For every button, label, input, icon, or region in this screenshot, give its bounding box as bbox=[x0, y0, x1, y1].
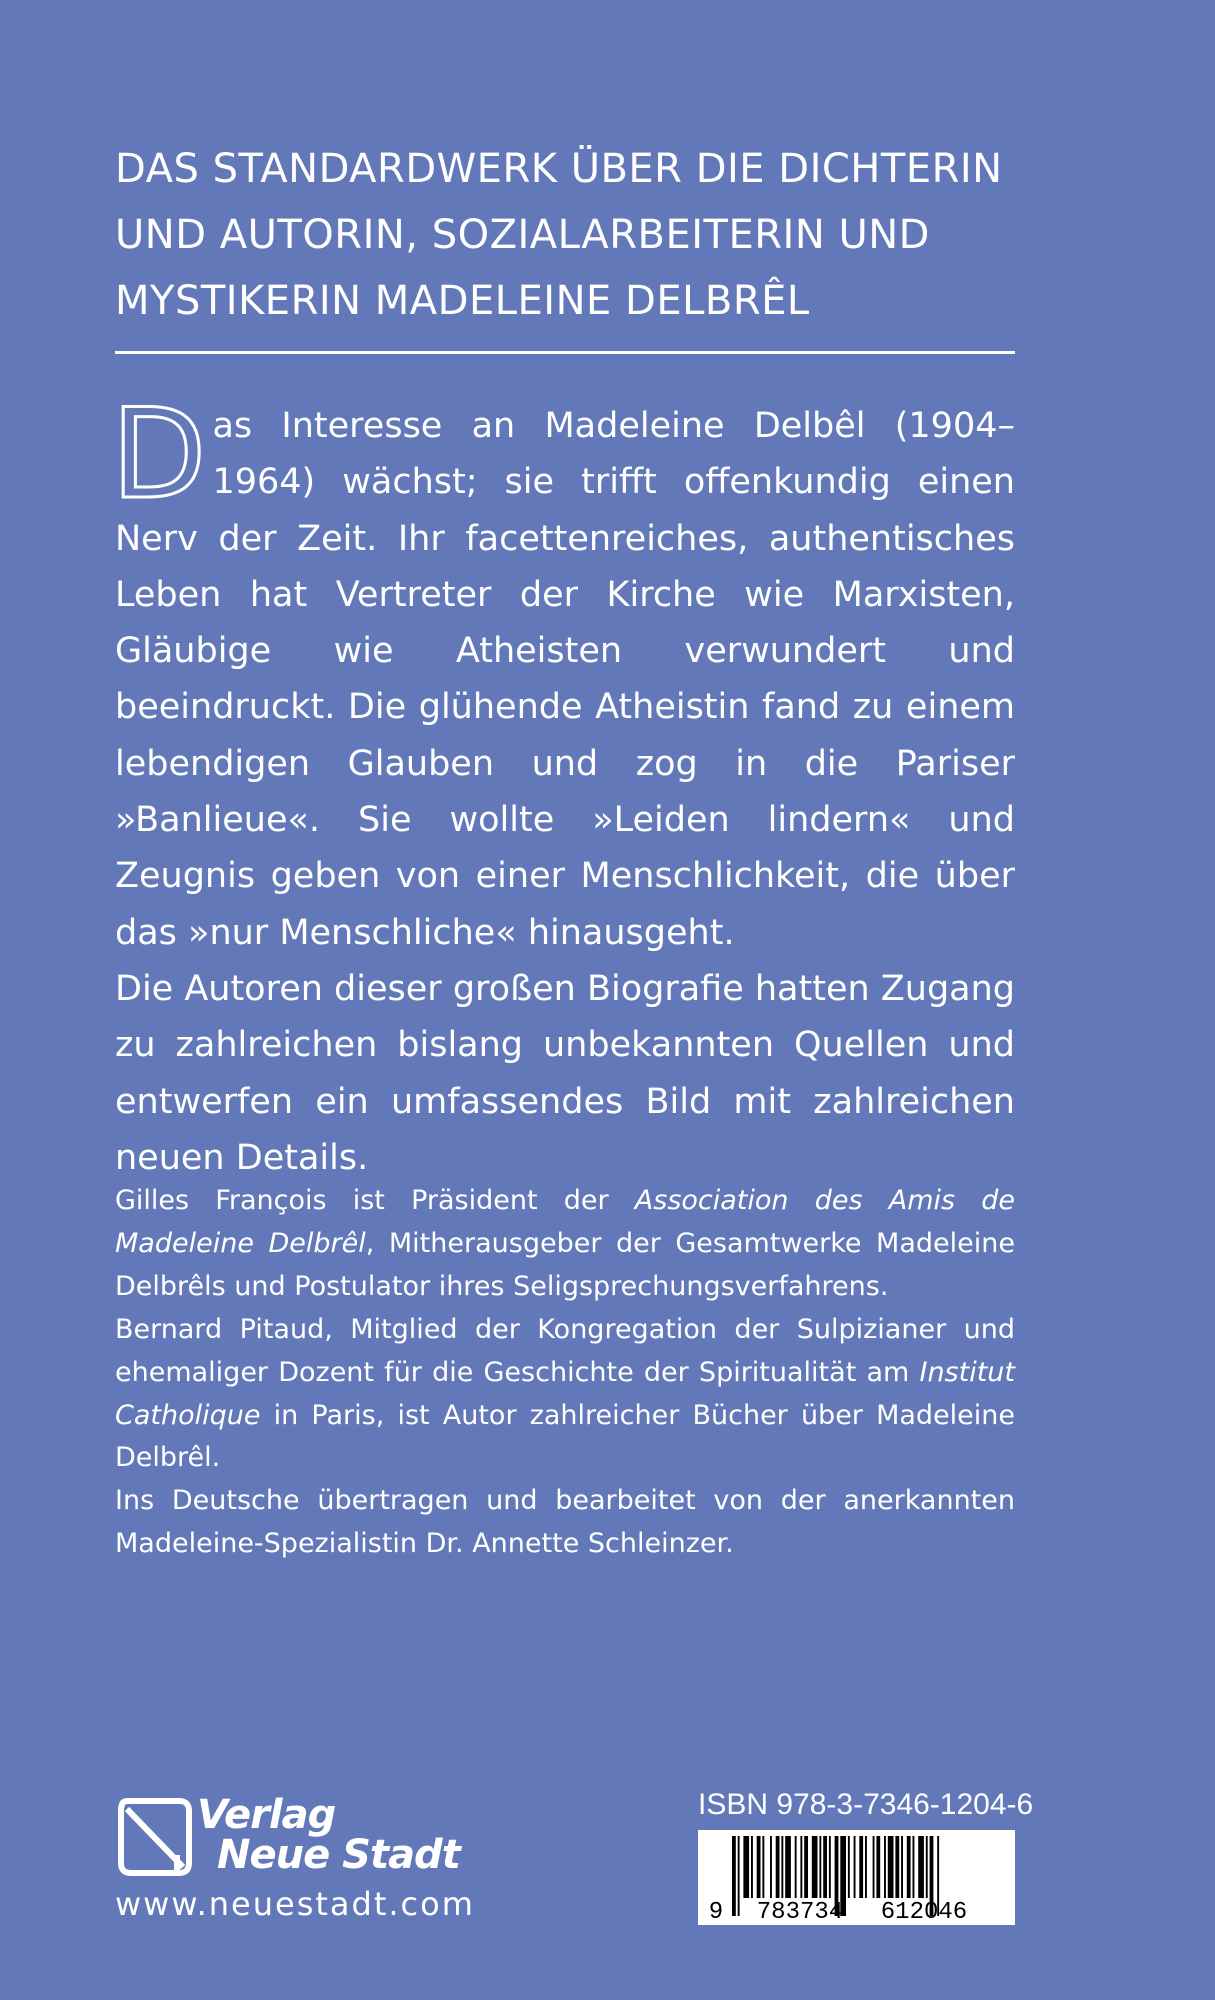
headline-line-1: DAS STANDARDWERK ÜBER DIE DICHTERIN bbox=[115, 146, 1003, 192]
bio-paragraph-francois bbox=[115, 1180, 1015, 1309]
headline bbox=[115, 136, 1015, 334]
barcode-bar bbox=[895, 1836, 899, 1898]
barcode-bar bbox=[823, 1836, 827, 1898]
bio-francois-text-b: , Mitherausgeber der Gesamtwerke Madeleine Delbrêls und Postulator ihres Seligsprechungsverfahrens. bbox=[115, 1227, 1015, 1302]
barcode-bar bbox=[812, 1836, 818, 1898]
publisher-website[interactable]: www.neuestadt.com bbox=[115, 1885, 475, 1923]
barcode-bar bbox=[738, 1836, 740, 1916]
drop-cap: D bbox=[111, 383, 207, 527]
barcode-bar bbox=[743, 1836, 749, 1898]
barcode-bar bbox=[762, 1836, 764, 1898]
intro-paragraph-1 bbox=[111, 383, 1015, 961]
barcode-bar bbox=[918, 1836, 924, 1898]
headline-line-3: MYSTIKERIN MADELEINE DELBRÊL bbox=[115, 278, 810, 324]
barcode-bar bbox=[873, 1836, 875, 1898]
barcode-bar bbox=[913, 1836, 915, 1898]
barcode-bar bbox=[829, 1836, 831, 1898]
barcode-bar bbox=[859, 1836, 863, 1898]
barcode-bar bbox=[884, 1836, 886, 1898]
barcode-bar bbox=[770, 1836, 772, 1898]
publisher-logo-icon bbox=[117, 1797, 193, 1877]
divider-rule bbox=[115, 351, 1015, 354]
intro-text bbox=[111, 383, 1016, 1186]
bio-pitaud-institut: Institut Catholique bbox=[115, 1356, 1015, 1431]
barcode-digit-first: 9 bbox=[708, 1899, 724, 1925]
barcode-bar bbox=[854, 1836, 856, 1898]
barcode-bar bbox=[757, 1836, 761, 1898]
barcode-bar bbox=[865, 1836, 867, 1898]
barcode-bar bbox=[781, 1836, 783, 1898]
barcode-bar bbox=[800, 1836, 802, 1898]
barcode-bar bbox=[776, 1836, 780, 1898]
bio-pitaud-text-b: in Paris, ist Autor zahlreicher Bücher über Madeleine Delbrêl. bbox=[115, 1399, 1015, 1474]
bio-francois-association: Association des Amis de Madeleine Delbrêl bbox=[115, 1185, 1016, 1259]
intro-paragraph-1-text: as Interesse an Madeleine Delbêl (1904–1964) wächst; sie trifft offenkundig einen Nerv der Zeit. Ihr facettenreiches, authentisches Leben hat Vertreter der Kirche wie Marxisten, Gläubige wie Atheisten verwundert und beeindruckt. Die glühende Atheistin fand zu einem lebendigen Glauben und zog in die Pariser »Banlieue«. Sie wollte »Leiden lindern« und Zeugnis geben von einer Menschlichkeit, die über das »nur Menschliche« hinausgeht. bbox=[115, 406, 1015, 953]
bio-francois-text-a: Gilles François ist Präsident der bbox=[115, 1185, 635, 1216]
barcode-bar bbox=[795, 1836, 797, 1898]
intro-paragraph-2: Die Autoren dieser großen Biografie hatten Zugang zu zahlreichen bislang unbekannten Quellen und entwerfen ein umfassendes Bild mit zahlreichen neuen Details. bbox=[115, 968, 1016, 1178]
barcode bbox=[698, 1830, 1015, 1925]
barcode-bar bbox=[751, 1836, 753, 1898]
barcode-bar bbox=[785, 1836, 791, 1898]
bio-paragraph-pitaud bbox=[115, 1309, 1015, 1481]
barcode-bar bbox=[819, 1836, 821, 1898]
barcode-bar bbox=[907, 1836, 911, 1898]
author-bios bbox=[115, 1180, 1015, 1566]
bio-paragraph-translator: Ins Deutsche übertragen und bearbeitet von der anerkannten Madeleine-Spezialistin Dr. Annette Schleinzer. bbox=[115, 1485, 1015, 1560]
headline-line-2: UND AUTORIN, SOZIALARBEITERIN UND bbox=[115, 212, 930, 258]
barcode-bar bbox=[732, 1836, 736, 1916]
barcode-bar bbox=[901, 1836, 903, 1898]
barcode-bar bbox=[848, 1836, 850, 1898]
barcode-bar bbox=[876, 1836, 880, 1898]
barcode-bar bbox=[926, 1836, 928, 1898]
publisher-logo-text bbox=[197, 1792, 460, 1878]
publisher-name-line-1: Verlag bbox=[197, 1792, 336, 1838]
barcode-digits-left: 783734 bbox=[756, 1899, 844, 1925]
bio-pitaud-text-a: Bernard Pitaud, Mitglied der Kongregation der Sulpizianer und ehemaliger Dozent für die Geschichte der Spiritualität am bbox=[115, 1313, 1015, 1388]
publisher-name-line-2: Neue Stadt bbox=[217, 1832, 460, 1878]
isbn-block bbox=[698, 1788, 1034, 1929]
barcode-bar bbox=[888, 1836, 894, 1898]
publisher-logo bbox=[117, 1792, 467, 1895]
barcode-bar bbox=[804, 1836, 808, 1898]
barcode-digits-right: 612046 bbox=[880, 1899, 968, 1925]
isbn-label: ISBN 978-3-7346-1204-6 bbox=[698, 1788, 1034, 1821]
